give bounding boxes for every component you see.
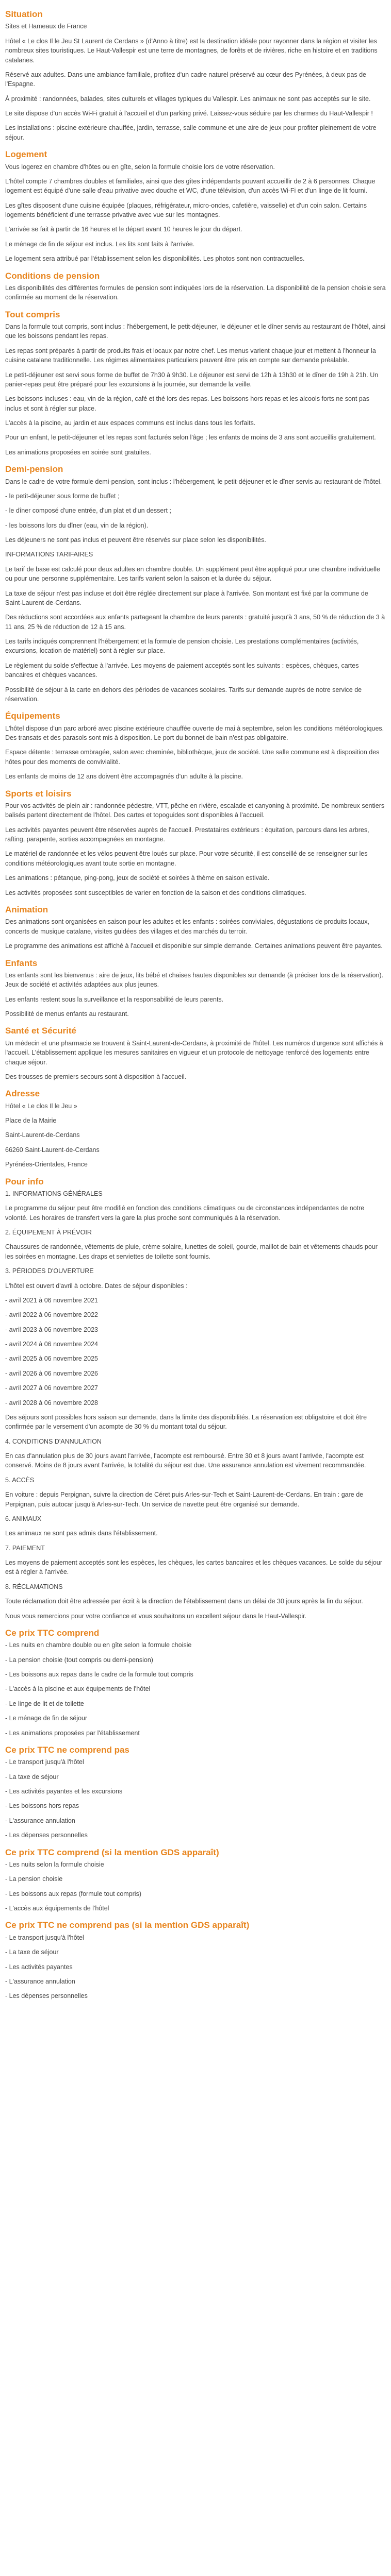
section-paragraph: 2. ÉQUIPEMENT À PRÉVOIR xyxy=(5,1229,92,1236)
section-paragraph: INFORMATIONS TARIFAIRES xyxy=(5,551,93,558)
section-paragraph: - La pension choisie (tout compris ou demi-pension) xyxy=(5,1656,153,1664)
section-title: Pour info xyxy=(5,1176,44,1187)
section-1 xyxy=(5,149,386,263)
section-paragraph: Pyrénées-Orientales, France xyxy=(5,1161,88,1168)
section-paragraph: Place de la Mairie xyxy=(5,1117,57,1125)
section-paragraph: - Le linge de lit et de toilette xyxy=(5,1700,84,1707)
section-7 xyxy=(5,905,386,951)
section-paragraph: En voiture : depuis Perpignan, suivre la direction de Céret puis Arles-sur-Tech et Saint-Laurent-de-Cerdans. En train : gare de Perpignan, puis autocar jusqu'à Arles-sur-Tech. Un service de navette peut être organisé sur demande. xyxy=(5,1491,364,1508)
section-paragraph: - les boissons lors du dîner (eau, vin de la région). xyxy=(5,521,149,529)
section-paragraph: L'accès à la piscine, au jardin et aux espaces communs est inclus dans tous les forfaits. xyxy=(5,419,256,427)
section-paragraph: L'hôtel est ouvert d'avril à octobre. Dates de séjour disponibles : xyxy=(5,1282,188,1290)
section-paragraph: Dans le cadre de votre formule demi-pension, sont inclus : l'hébergement, le petit-déjeuner et le dîner servis au restaurant de l'hôtel. xyxy=(5,478,382,485)
section-paragraph: - Le transport jusqu'à l'hôtel xyxy=(5,1758,84,1766)
section-15 xyxy=(5,1920,386,2001)
section-paragraph: Les activités payantes peuvent être réservées auprès de l'accueil. Prestataires extérieurs : équitation, parcours dans les arbres, rafting, parapente, sorties accompagnées en montagne. xyxy=(5,826,369,843)
section-0 xyxy=(5,9,386,142)
section-paragraph: 5. ACCÈS xyxy=(5,1476,35,1484)
section-title: Adresse xyxy=(5,1089,40,1099)
section-title: Ce prix TTC ne comprend pas (si la mention GDS apparaît) xyxy=(5,1920,250,1930)
section-paragraph: - Les nuits en chambre double ou en gîte selon la formule choisie xyxy=(5,1641,192,1649)
section-paragraph: - Les nuits selon la formule choisie xyxy=(5,1860,104,1868)
section-paragraph: Le ménage de fin de séjour est inclus. Les lits sont faits à l'arrivée. xyxy=(5,240,195,248)
section-title: Conditions de pension xyxy=(5,270,100,281)
section-paragraph: Les enfants restent sous la surveillance et la responsabilité de leurs parents. xyxy=(5,995,224,1003)
section-paragraph: Sites et Hameaux de France xyxy=(5,23,87,30)
section-paragraph: Les animations proposées en soirée sont gratuites. xyxy=(5,448,151,456)
section-paragraph: - Les activités payantes et les excursions xyxy=(5,1788,123,1795)
section-title: Situation xyxy=(5,9,43,19)
section-paragraph: À proximité : randonnées, balades, sites culturels et villages typiques du Vallespir. Les animaux ne sont pas acceptés sur le site. xyxy=(5,95,371,103)
section-paragraph: - L'accès aux équipements de l'hôtel xyxy=(5,1905,109,1912)
section-paragraph: - avril 2026 à 06 novembre 2026 xyxy=(5,1369,98,1377)
section-paragraph: Les tarifs indiqués comprennent l'hébergement et la formule de pension choisie. Les prestations complémentaires (activités, excursions, location de matériel) sont à régler sur place. xyxy=(5,638,359,655)
section-paragraph: Pour un enfant, le petit-déjeuner et les repas sont facturés selon l'âge ; les enfants de moins de 3 ans sont accueillis gratuitement. xyxy=(5,434,376,442)
section-paragraph: Les activités proposées sont susceptibles de varier en fonction de la saison et des conditions climatiques. xyxy=(5,889,306,896)
section-paragraph: Les installations : piscine extérieure chauffée, jardin, terrasse, salle commune et une aire de jeux pour profiter pleinement de votre séjour. xyxy=(5,124,377,141)
section-3 xyxy=(5,310,386,457)
section-9 xyxy=(5,1026,386,1081)
section-paragraph: - L'assurance annulation xyxy=(5,1817,75,1824)
section-title: Tout compris xyxy=(5,309,60,319)
section-paragraph: - Les dépenses personnelles xyxy=(5,1832,88,1839)
section-10 xyxy=(5,1089,386,1169)
section-paragraph: L'hôtel dispose d'un parc arboré avec piscine extérieure chauffée ouverte de mai à septembre, selon les conditions météorologiques. Des transats et des parasols sont mis à disposition. Le port du bonnet de bain n'est pas obligatoire. xyxy=(5,724,384,742)
section-paragraph: Le logement sera attribué par l'établissement selon les disponibilités. Les photos sont non contractuelles. xyxy=(5,255,305,263)
section-title: Demi-pension xyxy=(5,464,63,474)
section-paragraph: La taxe de séjour n'est pas incluse et doit être réglée directement sur place à l'arrivée. Son montant est fixé par la commune de Saint-Laurent-de-Cerdans. xyxy=(5,589,368,606)
section-paragraph: Le tarif de base est calculé pour deux adultes en chambre double. Un supplément peut être appliqué pour une chambre individuelle ou pour une personne supplémentaire. Les tarifs varient selon la saison et la durée du séjour. xyxy=(5,565,380,583)
section-paragraph: - le petit-déjeuner sous forme de buffet ; xyxy=(5,492,120,500)
section-paragraph: Chaussures de randonnée, vêtements de pluie, crème solaire, lunettes de soleil, gourde, maillot de bain et vêtements chauds pour les soirées en montagne. Les draps et serviettes de toilette sont fournis. xyxy=(5,1243,378,1260)
section-paragraph: En cas d'annulation plus de 30 jours avant l'arrivée, l'acompte est remboursé. Entre 30 et 8 jours avant l'arrivée, l'acompte est conservé. Moins de 8 jours avant l'arrivée, la totalité du séjour est due. Une assurance annulation est vivement recommandée. xyxy=(5,1452,366,1469)
section-paragraph: 66260 Saint-Laurent-de-Cerdans xyxy=(5,1146,100,1154)
section-paragraph: Le petit-déjeuner est servi sous forme de buffet de 7h30 à 9h30. Le déjeuner est servi de 12h à 13h30 et le dîner de 19h à 21h. Un panier-repas peut être préparé pour les excursions à la journée, sur demande la veille. xyxy=(5,371,379,388)
section-paragraph: - avril 2024 à 06 novembre 2024 xyxy=(5,1341,98,1348)
section-paragraph: Vous logerez en chambre d'hôtes ou en gîte, selon la formule choisie lors de votre réservation. xyxy=(5,163,275,171)
section-paragraph: Possibilité de séjour à la carte en dehors des périodes de vacances scolaires. Tarifs sur demande auprès de notre service de réservation. xyxy=(5,686,362,703)
section-paragraph: - Le ménage de fin de séjour xyxy=(5,1715,88,1722)
section-paragraph: 1. INFORMATIONS GÉNÉRALES xyxy=(5,1190,103,1197)
section-paragraph: 7. PAIEMENT xyxy=(5,1544,45,1552)
section-paragraph: Possibilité de menus enfants au restaurant. xyxy=(5,1010,129,1018)
section-title: Animation xyxy=(5,904,48,914)
section-2 xyxy=(5,271,386,302)
section-paragraph: Nous vous remercions pour votre confiance et vous souhaitons un excellent séjour dans le Haut-Vallespir. xyxy=(5,1612,307,1620)
section-paragraph: - Le transport jusqu'à l'hôtel xyxy=(5,1934,84,1941)
section-paragraph: - Les activités payantes xyxy=(5,1963,73,1971)
section-paragraph: - Les dépenses personnelles xyxy=(5,1992,88,2000)
section-paragraph: - avril 2027 à 06 novembre 2027 xyxy=(5,1384,98,1392)
section-paragraph: - Les animations proposées par l'établissement xyxy=(5,1729,140,1737)
section-14 xyxy=(5,1848,386,1913)
section-paragraph: - Les boissons aux repas (formule tout compris) xyxy=(5,1890,141,1897)
section-paragraph: - L'assurance annulation xyxy=(5,1978,75,1985)
section-paragraph: Le programme des animations est affiché à l'accueil et disponible sur simple demande. Certaines animations peuvent être payantes. xyxy=(5,942,383,950)
section-paragraph: 4. CONDITIONS D'ANNULATION xyxy=(5,1437,102,1445)
section-paragraph: Le programme du séjour peut être modifié en fonction des conditions climatiques ou de circonstances indépendantes de notre volonté. Les horaires de transfert vers la gare la plus proche sont communiqués à la réservation. xyxy=(5,1205,365,1222)
section-paragraph: - avril 2025 à 06 novembre 2025 xyxy=(5,1355,98,1363)
section-paragraph: Hôtel « Le clos Il le Jeu » xyxy=(5,1102,77,1110)
section-paragraph: Les déjeuners ne sont pas inclus et peuvent être réservés sur place selon les disponibilités. xyxy=(5,536,266,544)
section-paragraph: Espace détente : terrasse ombragée, salon avec cheminée, bibliothèque, jeux de société. Une salle commune est à disposition des hôtes pour des moments de convivialité. xyxy=(5,749,380,766)
section-paragraph: Saint-Laurent-de-Cerdans xyxy=(5,1131,80,1139)
section-paragraph: L'arrivée se fait à partir de 16 heures et le départ avant 10 heures le jour du départ. xyxy=(5,226,242,233)
section-5 xyxy=(5,711,386,781)
section-title: Ce prix TTC comprend (si la mention GDS apparaît) xyxy=(5,1847,219,1857)
section-title: Sports et loisirs xyxy=(5,788,72,799)
section-paragraph: - avril 2021 à 06 novembre 2021 xyxy=(5,1296,98,1304)
section-title: Ce prix TTC comprend xyxy=(5,1628,100,1638)
section-paragraph: 3. PÉRIODES D'OUVERTURE xyxy=(5,1267,94,1275)
section-paragraph: - Les boissons aux repas dans le cadre de la formule tout compris xyxy=(5,1671,193,1679)
section-paragraph: 8. RÉCLAMATIONS xyxy=(5,1583,63,1590)
section-paragraph: - le dîner composé d'une entrée, d'un plat et d'un dessert ; xyxy=(5,507,171,515)
section-paragraph: - La taxe de séjour xyxy=(5,1773,59,1781)
section-paragraph: Pour vos activités de plein air : randonnée pédestre, VTT, pêche en rivière, escalade et canyoning à proximité. De nombreux sentiers balisés partent directement de l'hôtel. Des cartes et topoguides sont disponibles à l'accueil. xyxy=(5,802,385,819)
section-paragraph: Dans la formule tout compris, sont inclus : l'hébergement, le petit-déjeuner, le déjeuner et le dîner servis au restaurant de l'hôtel, ainsi que les boissons pendant les repas. xyxy=(5,323,386,340)
section-paragraph: Les boissons incluses : eau, vin de la région, café et thé lors des repas. Les boissons hors repas et les alcools forts ne sont pas inclus et sont à régler sur place. xyxy=(5,395,369,412)
section-title: Santé et Sécurité xyxy=(5,1026,76,1036)
section-paragraph: - Les boissons hors repas xyxy=(5,1802,79,1810)
section-paragraph: Le règlement du solde s'effectue à l'arrivée. Les moyens de paiement acceptés sont les suivants : espèces, chèques, cartes bancaires et chèques vacances. xyxy=(5,662,359,679)
section-paragraph: Hôtel « Le clos Il le Jeu St Laurent de Cerdans » (d'Anno à titre) est la destination idéale pour rayonner dans la région et visiter les nombreux sites touristiques. Le Haut-Vallespir est une terre de montagnes, de forêts et de rivières, riche en histoire et en traditions catalanes. xyxy=(5,37,378,64)
section-paragraph: Des séjours sont possibles hors saison sur demande, dans la limite des disponibilités. La réservation est obligatoire et doit être confirmée par le versement d'un acompte de 30 % du montant total du séjour. xyxy=(5,1413,367,1431)
section-title: Ce prix TTC ne comprend pas xyxy=(5,1744,129,1755)
section-8 xyxy=(5,958,386,1019)
section-paragraph: Réservé aux adultes. Dans une ambiance familiale, profitez d'un cadre naturel préservé au cœur des Pyrénées, à deux pas de l'Espagne. xyxy=(5,71,366,88)
section-paragraph: Des réductions sont accordées aux enfants partageant la chambre de leurs parents : gratuité jusqu'à 3 ans, 50 % de réduction de 3 à 11 ans, 25 % de réduction de 12 à 15 ans. xyxy=(5,614,385,631)
section-12 xyxy=(5,1628,386,1738)
section-paragraph: Des trousses de premiers secours sont à disposition à l'accueil. xyxy=(5,1073,187,1080)
section-paragraph: 6. ANIMAUX xyxy=(5,1515,42,1522)
section-paragraph: - avril 2028 à 06 novembre 2028 xyxy=(5,1399,98,1406)
section-paragraph: Un médecin et une pharmacie se trouvent à Saint-Laurent-de-Cerdans, à proximité de l'hôtel. Les numéros d'urgence sont affichés à l'accueil. L'établissement applique les mesures sanitaires en vigueur et un protocole de nettoyage renforcé des logements entre chaque séjour. xyxy=(5,1039,383,1066)
section-paragraph: L'hôtel compte 7 chambres doubles et familiales, ainsi que des gîtes indépendants pouvant accueillir de 2 à 6 personnes. Chaque logement est équipé d'une salle d'eau privative avec douche et WC, d'une télévision, d'un accès Wi-Fi et d'un linge de lit fourni. xyxy=(5,177,376,195)
section-paragraph: - L'accès à la piscine et aux équipements de l'hôtel xyxy=(5,1685,151,1693)
section-title: Équipements xyxy=(5,711,60,721)
section-6 xyxy=(5,789,386,897)
section-paragraph: - avril 2023 à 06 novembre 2023 xyxy=(5,1326,98,1333)
section-paragraph: Des animations sont organisées en saison pour les adultes et les enfants : soirées conviviales, dégustations de produits locaux, concerts de musique catalane, visites guidées des villages et des marchés du terroir. xyxy=(5,918,369,935)
section-paragraph: Les enfants de moins de 12 ans doivent être accompagnés d'un adulte à la piscine. xyxy=(5,773,243,781)
section-paragraph: Les repas sont préparés à partir de produits frais et locaux par notre chef. Les menus varient chaque jour et mettent à l'honneur la cuisine catalane traditionnelle. Les régimes alimentaires particuliers peuvent être pris en compte sur demande préalable. xyxy=(5,347,376,364)
section-paragraph: Les moyens de paiement acceptés sont les espèces, les chèques, les cartes bancaires et les chèques vacances. Le solde du séjour est à régler à l'arrivée. xyxy=(5,1559,382,1576)
section-title: Logement xyxy=(5,149,47,160)
section-paragraph: Toute réclamation doit être adressée par écrit à la direction de l'établissement dans un délai de 30 jours après la fin du séjour. xyxy=(5,1598,363,1605)
section-paragraph: Les animaux ne sont pas admis dans l'établissement. xyxy=(5,1530,158,1537)
section-paragraph: Les animations : pétanque, ping-pong, jeux de société et soirées à thème en saison estivale. xyxy=(5,874,270,882)
section-paragraph: - La taxe de séjour xyxy=(5,1948,59,1956)
section-paragraph: Les gîtes disposent d'une cuisine équipée (plaques, réfrigérateur, micro-ondes, cafetière, vaisselle) et d'un coin salon. Certains logements bénéficient d'une terrasse privative avec vue sur les montagnes. xyxy=(5,201,367,219)
section-title: Enfants xyxy=(5,958,38,968)
section-paragraph: - avril 2022 à 06 novembre 2022 xyxy=(5,1311,98,1319)
section-4 xyxy=(5,464,386,704)
section-13 xyxy=(5,1745,386,1840)
section-paragraph: - La pension choisie xyxy=(5,1875,63,1883)
section-11 xyxy=(5,1177,386,1621)
section-paragraph: Les disponibilités des différentes formules de pension sont indiquées lors de la réservation. La disponibilité de la pension choisie sera confirmée au moment de la réservation. xyxy=(5,284,386,301)
section-paragraph: Les enfants sont les bienvenus : aire de jeux, lits bébé et chaises hautes disponibles sur demande (à préciser lors de la réservation). Jeux de société et activités adaptées aux plus jeunes. xyxy=(5,971,384,989)
section-paragraph: Le site dispose d'un accès Wi-Fi gratuit à l'accueil et d'un parking privé. Laissez-vous séduire par les charmes du Haut-Vallespir ! xyxy=(5,110,373,117)
section-paragraph: Le matériel de randonnée et les vélos peuvent être loués sur place. Pour votre sécurité, il est conseillé de se renseigner sur les conditions météorologiques avant toute sortie en montagne. xyxy=(5,850,368,867)
